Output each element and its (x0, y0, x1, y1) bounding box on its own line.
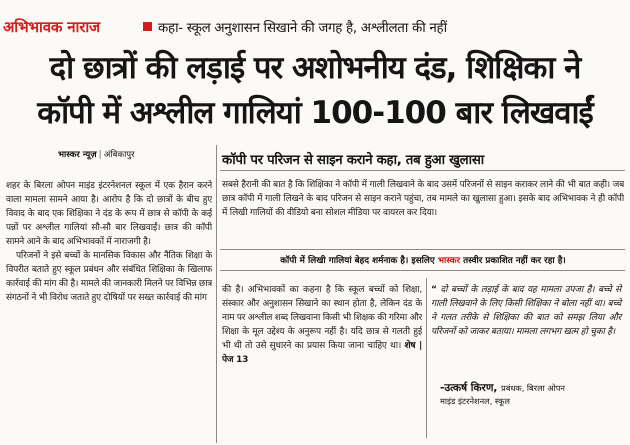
caption-rule-top (220, 249, 625, 250)
caption-text-before: कॉपी में लिखी गालियां बेहद शर्मनाक है। इसलिए (280, 256, 435, 266)
kicker-text: कहा- स्कूल अनुशासन सिखाने की जगह है, अश्लीलता की नहीं (158, 21, 447, 36)
article-column-middle (222, 283, 422, 439)
pull-quote (431, 283, 621, 339)
byline-source: भास्कर न्यूज़ (58, 150, 97, 160)
quote-mark-icon: “ (431, 285, 437, 295)
column-divider-right (426, 278, 427, 438)
quote-author-role: प्रबंधक, बिरला ओपन (501, 383, 565, 393)
article-paragraph: की है। अभिभावकों का कहना है कि स्कूल बच्चों को शिक्षा, संस्कार और अनुशासन सिखाने का स्थान होता है, लेकिन दंड के नाम पर अश्लील शब्द लिखवाना किसी भी शिक्षक की गरिमा और शिक्षा के मूल उद्देश्य के अनुरूप नहीं है। यदि छात्र से गलती हुई भी थी तो उसे सुधारने का प्रयास किया जाना चाहिए था। शेष | पेज 13 (222, 285, 422, 365)
quote-text: दो बच्चों के लड़ाई के बाद यह मामला उपजा है। बच्चे से गाली लिखवाने के लिए किसी शिक्षिका ने बोला नहीं था। बच्चे ने गलत तरीके से शिक्षिका की बात को समझ लिया और परिजनों को जाकर बताया। मामला लगभग खत्म हो चुका है। (431, 285, 621, 337)
article-paragraph: परिजनों ने इसे बच्चों के मानसिक विकास और नैतिक शिक्षा के विपरीत बताते हुए स्कूल प्रबंधन और संबंधित शिक्षिका के खिलाफ कार्रवाई की मांग की है। मामले की जानकारी मिलने पर विभिन्न छात्र संगठनों ने भी विरोध जताते हुए दोषियों पर सख्त कार्रवाई की मांग (6, 251, 212, 303)
subhead-rule (220, 170, 625, 171)
kicker-tag: अभिभावक नाराज (3, 18, 100, 36)
caption-brand: भास्कर (437, 256, 461, 266)
quote-author-org: माइंड इंटरनेशनल, स्कूल (440, 396, 510, 406)
byline: भास्कर न्यूज़ | अंबिकापुर (58, 150, 135, 160)
headline-line-2: कॉपी में अश्लील गालियां 100-100 बार लिखवाईं (37, 95, 593, 131)
article-column-left (6, 179, 212, 441)
byline-place: अंबिकापुर (103, 150, 135, 160)
kicker-square-icon (143, 22, 152, 31)
article-paragraph: सबसे हैरानी की बात है कि शिक्षिका ने कॉपी में गाली लिखवाने के बाद उसमें परिजनों से साइन कराकर लाने की भी बात कही। जब छात्र कॉपी में गाली लिखने के बाद परिजन से साइन कराने पहुंचा, तब मामले का खुलासा हुआ। इसके बाद अभिभावक ने ही कॉपी में लिखी गालियों की वीडियो बना सोशल मीडिया पर वायरल कर दिया। (222, 180, 624, 218)
headline-line-1: दो छात्रों की लड़ाई पर अशोभनीय दंड, शिक्षिका ने (49, 50, 581, 86)
caption-rule-bottom (220, 270, 625, 271)
article-paragraph: शहर के बिरला ओपन माइंड इंटरनेशनल स्कूल में एक हैरान करने वाला मामला सामने आया है। आरोप है कि दो छात्रों के बीच हुए विवाद के बाद एक शिक्षिका ने दंड के रूप में छात्र से कॉपी के कई पन्नों पर अश्लील गालियां सौ-सौ बार लिखवाईं। छात्र की कॉपी सामने आने के बाद अभिभावकों में नाराजगी है। (6, 181, 212, 247)
continued-page-link[interactable]: शेष | पेज 13 (222, 341, 422, 365)
column-divider-left (216, 145, 217, 443)
photo-caption (222, 254, 624, 266)
quote-author-name: -उत्कर्ष किरण, (440, 382, 498, 394)
quote-author (440, 381, 565, 395)
subhead: कॉपी पर परिजन से साइन कराने कहा, तब हुआ खुलासा (222, 153, 484, 168)
article-column-top-right (222, 178, 624, 246)
caption-text-after: तस्वीर प्रकाशित नहीं कर रहा है। (463, 256, 566, 266)
